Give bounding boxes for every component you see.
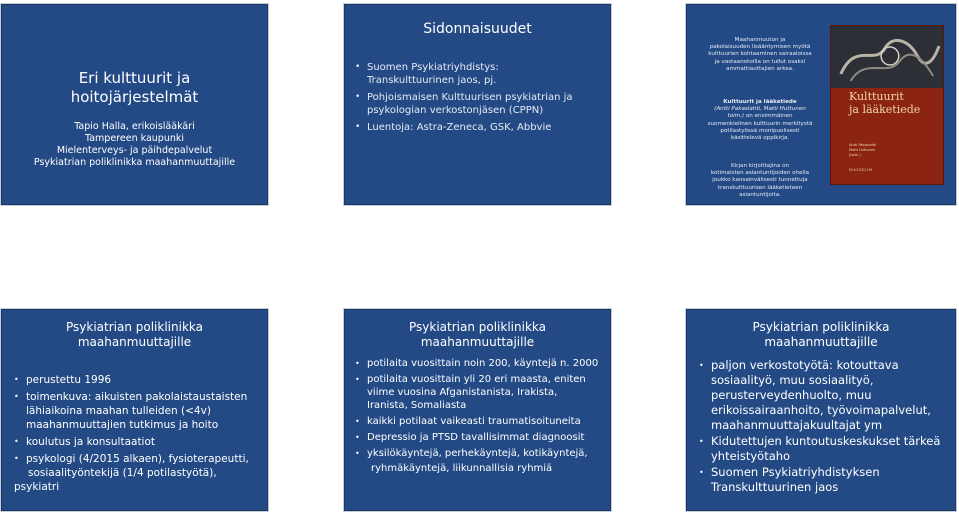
book-cover <box>830 25 944 185</box>
list-item: • koulutus ja konsultaatiot <box>14 435 259 449</box>
bullet-list <box>355 357 604 463</box>
list-item: • Kidutettujen kuntoutuskeskukset tärkeä yhteistyötaho <box>699 434 949 464</box>
list-item: • Luentoja: Astra-Zeneca, GSK, Abbvie <box>355 121 602 134</box>
list-item: • psykologi (4/2015 alkaen), fysioterapeutti, <box>14 452 259 466</box>
list-item: • potilaita vuosittain noin 200, käyntejä n. 2000 <box>355 357 604 370</box>
book-cover-art <box>831 26 943 88</box>
list-continuation: sosiaalityöntekijä (1/4 potilastyötä), psykiatri <box>14 467 217 493</box>
book-cover-title: Kulttuurit ja lääketiede <box>849 90 921 116</box>
list-item: • paljon verkostotyötä: kotouttava sosiaalityö, muu sosiaalityö, perusterveydenhuolto, muu erikoissairaanhoito, työvoimapalvelut, maahanmuuttajakuultajat ym <box>699 358 949 433</box>
slide-title-heading: Eri kulttuurit ja hoitojärjestelmät <box>70 69 199 106</box>
slide-clinic-patients <box>344 309 611 511</box>
slide-clinic-network <box>686 309 956 511</box>
slide-author-info: Tapio Halla, erikoislääkäri Tampereen kaupunki Mielenterveys- ja päihdepalvelut Psykiatrian poliklinikka maahanmuuttajille <box>33 121 236 168</box>
book-authors-text: Kirjan kirjoittajina on kotimaisten asiantuntijoiden ohella joukko kansainvälisesti tunnettuja transkulttuurisen lääketieteen asiantuntijoita. <box>710 163 810 198</box>
bullet-list <box>699 358 949 496</box>
list-continuation: ryhmäkäyntejä, liikunnallisia ryhmiä <box>371 463 553 474</box>
slide-heading: Psykiatrian poliklinikka maahanmuuttajille <box>409 320 546 349</box>
book-intro-text: Maahanmuuton ja pakolaisuuden lisääntymisen myötä kulttuurien kohtaaminen sairaaloissa ja vastaanotoilla on tullut osaksi ammattiauttajien arkea. <box>708 37 812 72</box>
list-item: • Suomen Psykiatriyhdistys: Transkulttuurinen jaos, pj. <box>355 61 602 87</box>
slide-book <box>686 4 956 205</box>
list-item: • Depressio ja PTSD tavallisimmat diagnoosit <box>355 431 604 444</box>
list-item: • toimenkuva: aikuisten pakolaistaustaisten lähiaikoina maahan tulleiden (<4v) maahanmuuttajien tutkimus ja hoito <box>14 390 259 432</box>
bullet-list <box>14 373 259 466</box>
book-description-text: Kulttuurit ja lääketiede (Antti Pakaslahti, Matti Huttunen toim.) on ensimmäinen suomenkielinen kulttuurin merkitystä potilastyössä monipuolisesti käsittelevä oppikirja. <box>701 99 819 142</box>
slide-heading: Psykiatrian poliklinikka maahanmuuttajille <box>752 320 890 349</box>
slide-heading: Sidonnaisuudet <box>423 21 532 37</box>
list-item: • perustettu 1996 <box>14 373 259 387</box>
list-item: • yksilökäyntejä, perhekäyntejä, kotikäyntejä, <box>355 447 604 460</box>
list-item: • Suomen Psykiatriyhdistyksen Transkulttuurinen jaos <box>699 465 949 495</box>
book-cover-publisher: DUODECIM <box>849 168 873 172</box>
list-item: • kaikki potilaat vaikeasti traumatisoituneita <box>355 415 604 428</box>
slide-clinic-overview <box>1 309 268 511</box>
list-item: • Pohjoismaisen Kulttuurisen psykiatrian ja psykologian verkostonjäsen (CPPN) <box>355 91 602 117</box>
bullet-list <box>355 61 602 138</box>
book-title-ref: Kulttuurit ja lääketiede <box>723 99 797 105</box>
list-item: • potilaita vuosittain yli 20 eri maasta, eniten viime vuosina Afganistanista, Irakista, Iranista, Somaliasta <box>355 373 604 412</box>
slide-title <box>1 4 268 205</box>
book-cover-authors: Antti Pakaslahti Matti Huttunen (toim.) <box>849 143 877 157</box>
slide-heading: Psykiatrian poliklinikka maahanmuuttajille <box>66 320 203 349</box>
slide-disclosures <box>344 4 611 205</box>
